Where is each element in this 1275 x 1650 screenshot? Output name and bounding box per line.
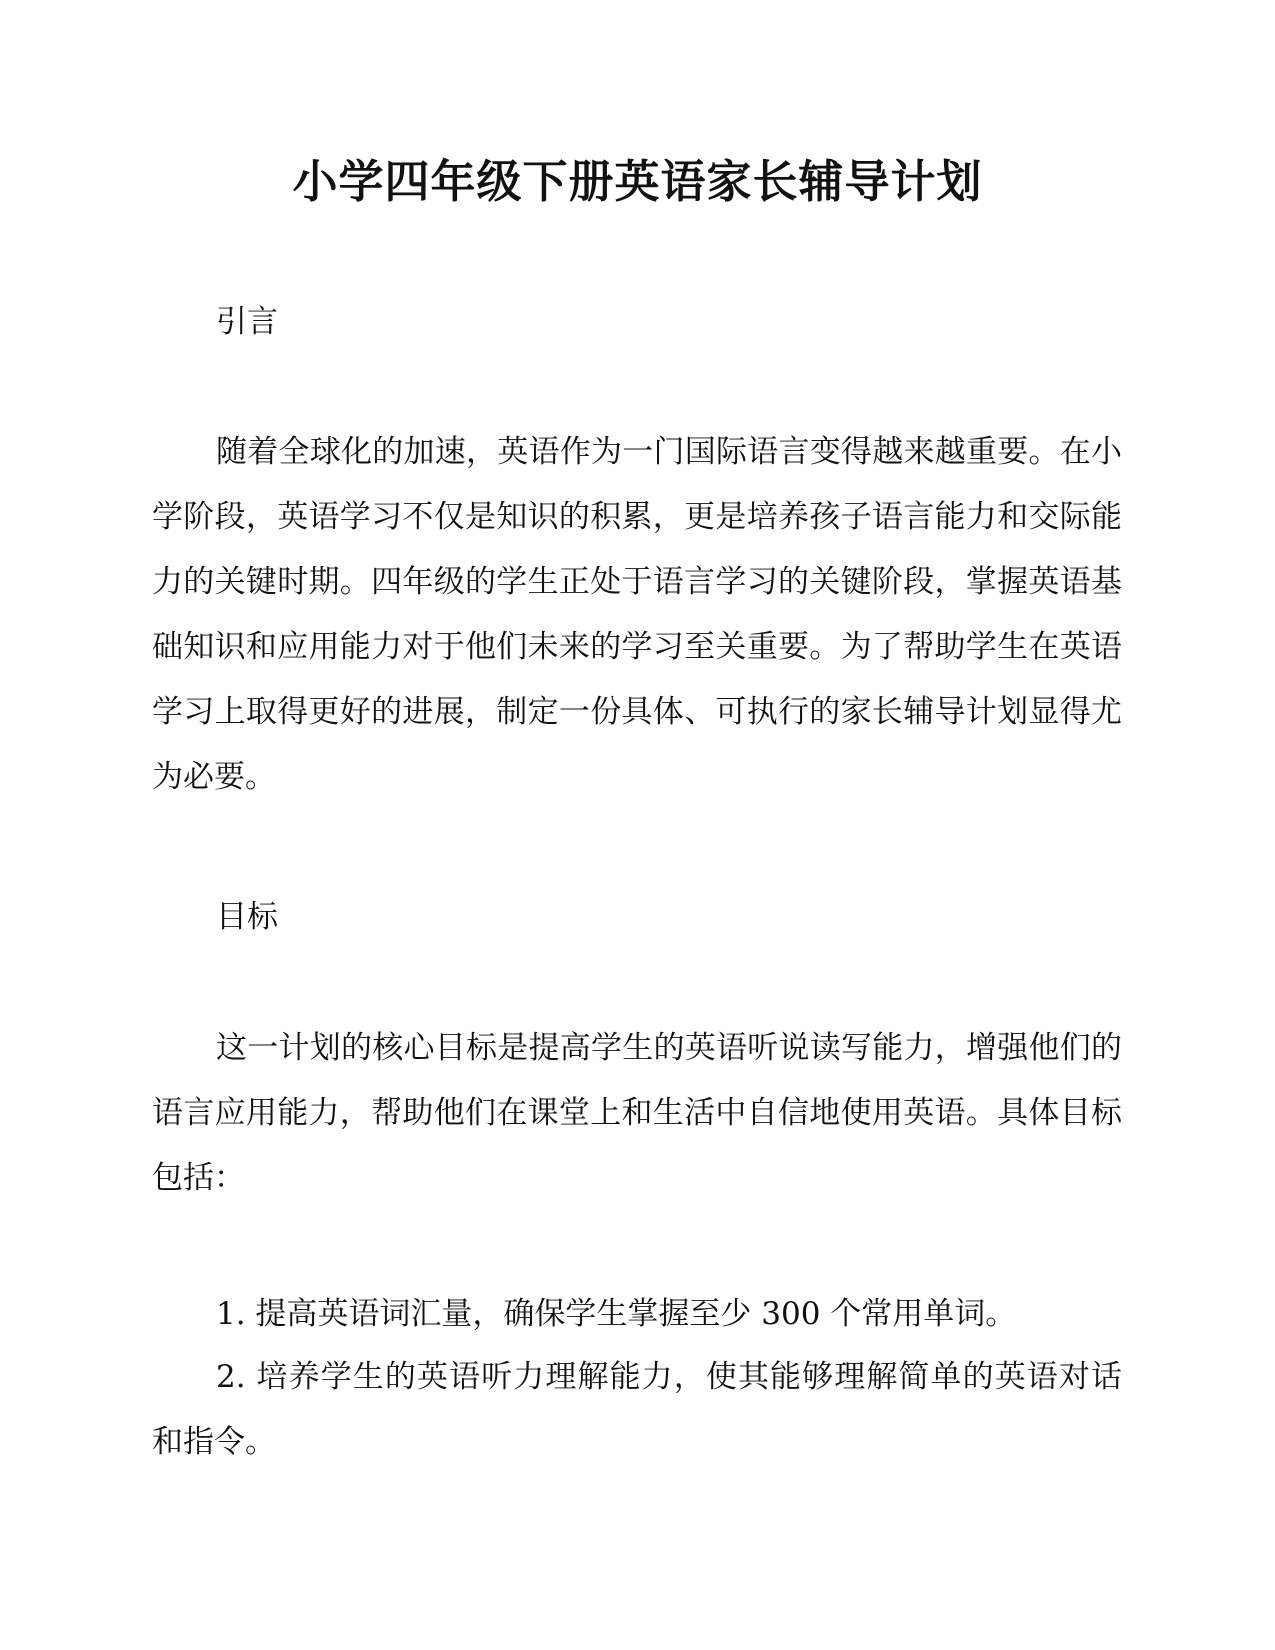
goal-list-item: 2. 培养学生的英语听力理解能力，使其能够理解简单的英语对话和指令。 [152,1359,1122,1460]
document-title: 小学四年级下册英语家长辅导计划 [292,155,983,208]
goal-list-item: 1. 提高英语词汇量，确保学生掌握至少 300 个常用单词。 [216,1296,1017,1332]
goal-paragraph: 这一计划的核心目标是提高学生的英语听说读写能力，增强他们的语言应用能力，帮助他们在课堂上和生活中自信地使用英语。具体目标包括： [152,1030,1122,1196]
section-heading-intro: 引言 [216,304,278,340]
section-heading-goal: 目标 [216,899,278,935]
intro-paragraph: 随着全球化的加速，英语作为一门国际语言变得越来越重要。在小学阶段，英语学习不仅是知识的积累，更是培养孩子语言能力和交际能力的关键时期。四年级的学生正处于语言学习的关键阶段，掌握英语基础知识和应用能力对于他们未来的学习至关重要。为了帮助学生在英语学习上取得更好的进展，制定一份具体、可执行的家长辅导计划显得尤为必要。 [152,434,1122,795]
